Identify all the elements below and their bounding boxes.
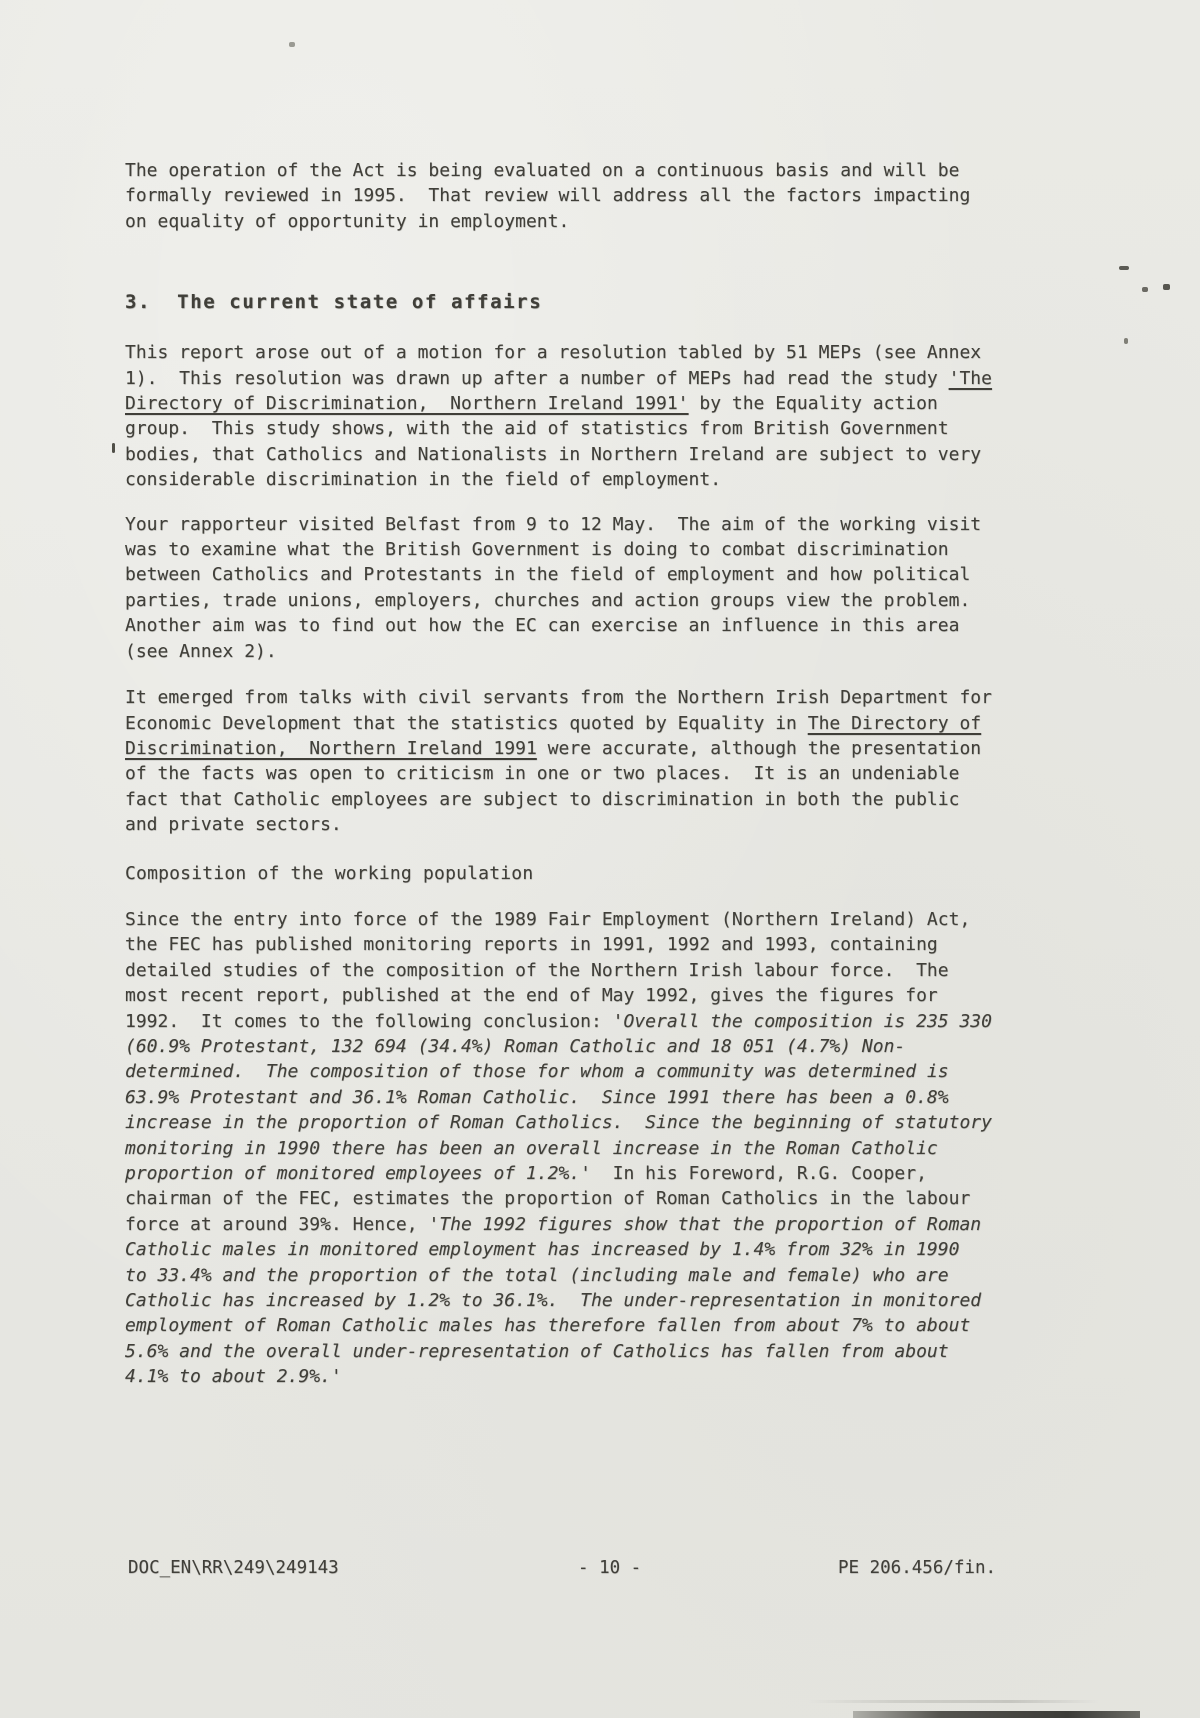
text-line: Another aim was to find out how the EC can exercise an influence in this area — [125, 615, 960, 637]
para-statistics-accuracy — [125, 685, 1005, 837]
scan-edge-bar — [853, 1711, 1140, 1718]
scan-edge-shadow — [808, 1700, 1098, 1703]
para-rapporteur-visit — [125, 512, 1005, 664]
text-line: Catholic has increased by 1.2% to 36.1%. The under-representation in monitored — [125, 1290, 982, 1312]
text-line: determined. The composition of those for whom a community was determined is — [125, 1061, 949, 1083]
text-line: 63.9% Protestant and 36.1% Roman Catholic. Since 1991 there has been a 0.8% — [125, 1086, 949, 1108]
document-body — [125, 0, 1005, 1390]
text-line: This report arose out of a motion for a resolution tabled by 51 MEPs (see Annex — [125, 342, 982, 364]
text-line: and private sectors. — [125, 814, 342, 836]
text-line: 3. The current state of affairs — [125, 291, 543, 314]
text-line: force at around 39%. Hence, 'The 1992 figures show that the proportion of Roman — [125, 1213, 982, 1235]
scan-speck — [1142, 287, 1148, 292]
scan-speck — [289, 42, 295, 47]
text-line: It emerged from talks with civil servants from the Northern Irish Department for — [125, 687, 992, 709]
footer-document-reference: DOC_EN\RR\249\249143 — [128, 1558, 339, 1578]
text-line: proportion of monitored employees of 1.2%.' In his Foreword, R.G. Cooper, — [125, 1163, 927, 1184]
text-line: parties, trade unions, employers, churches and action groups view the problem. — [125, 589, 971, 611]
text-line: employment of Roman Catholic males has therefore fallen from about 7% to about — [125, 1315, 971, 1337]
text-line: detailed studies of the composition of the Northern Irish labour force. The — [125, 959, 949, 981]
text-line: (see Annex 2). — [125, 640, 277, 662]
text-line: Your rapporteur visited Belfast from 9 to 12 May. The aim of the working visit — [125, 513, 982, 535]
footer-pe-reference: PE 206.456/fin. — [838, 1558, 997, 1578]
text-line: bodies, that Catholics and Nationalists in Northern Ireland are subject to very — [125, 443, 982, 465]
section-heading-current-state — [125, 288, 1005, 316]
footer-page-number: - 10 - — [578, 1558, 642, 1578]
scan-speck — [112, 443, 115, 453]
para-act-evaluation — [125, 158, 1005, 234]
text-line: considerable discrimination in the field of employment. — [125, 469, 722, 491]
text-line: Catholic males in monitored employment has increased by 1.4% from 32% in 1990 — [125, 1239, 960, 1261]
text-line: (60.9% Protestant, 132 694 (34.4%) Roman Catholic and 18 051 (4.7%) Non- — [125, 1035, 906, 1057]
text-line: to 33.4% and the proportion of the total (including male and female) who are — [125, 1264, 949, 1286]
text-line: fact that Catholic employees are subject to discrimination in both the public — [125, 788, 960, 810]
text-line: between Catholics and Protestants in the field of employment and how political — [125, 564, 971, 586]
subheading-working-population — [125, 861, 1005, 886]
text-line: Discrimination, Northern Ireland 1991 were accurate, although the presentation — [125, 737, 982, 759]
text-line: increase in the proportion of Roman Catholics. Since the beginning of statutory — [125, 1112, 992, 1134]
text-line: Composition of the working population — [125, 862, 534, 884]
text-line: 1). This resolution was drawn up after a number of MEPs had read the study 'The — [125, 367, 992, 389]
text-line: The operation of the Act is being evaluated on a continuous basis and will be — [125, 160, 960, 181]
text-line: was to examine what the British Government is doing to combat discrimination — [125, 539, 949, 561]
scan-speck — [1124, 338, 1128, 344]
para-report-origin — [125, 340, 1005, 492]
scan-speck — [1163, 284, 1170, 290]
scan-speck — [1119, 266, 1129, 270]
text-line: 4.1% to about 2.9%.' — [125, 1366, 342, 1388]
text-line: 1992. It comes to the following conclusion: 'Overall the composition is 235 330 — [125, 1010, 992, 1032]
text-line: chairman of the FEC, estimates the proportion of Roman Catholics in the labour — [125, 1188, 971, 1210]
para-composition-figures — [125, 907, 1005, 1390]
text-line: Directory of Discrimination, Northern Ireland 1991' by the Equality action — [125, 393, 938, 415]
text-line: Economic Development that the statistics quoted by Equality in The Directory of — [125, 712, 982, 734]
text-line: formally reviewed in 1995. That review will address all the factors impacting — [125, 185, 971, 207]
text-line: group. This study shows, with the aid of statistics from British Government — [125, 418, 949, 440]
page-footer — [0, 1558, 1200, 1584]
text-line: the FEC has published monitoring reports in 1991, 1992 and 1993, containing — [125, 934, 938, 956]
text-line: Since the entry into force of the 1989 Fair Employment (Northern Ireland) Act, — [125, 908, 971, 930]
text-line: most recent report, published at the end of May 1992, gives the figures for — [125, 985, 938, 1007]
text-line: monitoring in 1990 there has been an overall increase in the Roman Catholic — [125, 1137, 938, 1159]
text-line: on equality of opportunity in employment. — [125, 210, 570, 232]
text-line: 5.6% and the overall under-representation of Catholics has fallen from about — [125, 1340, 949, 1362]
text-line: of the facts was open to criticism in one or two places. It is an undeniable — [125, 763, 960, 785]
